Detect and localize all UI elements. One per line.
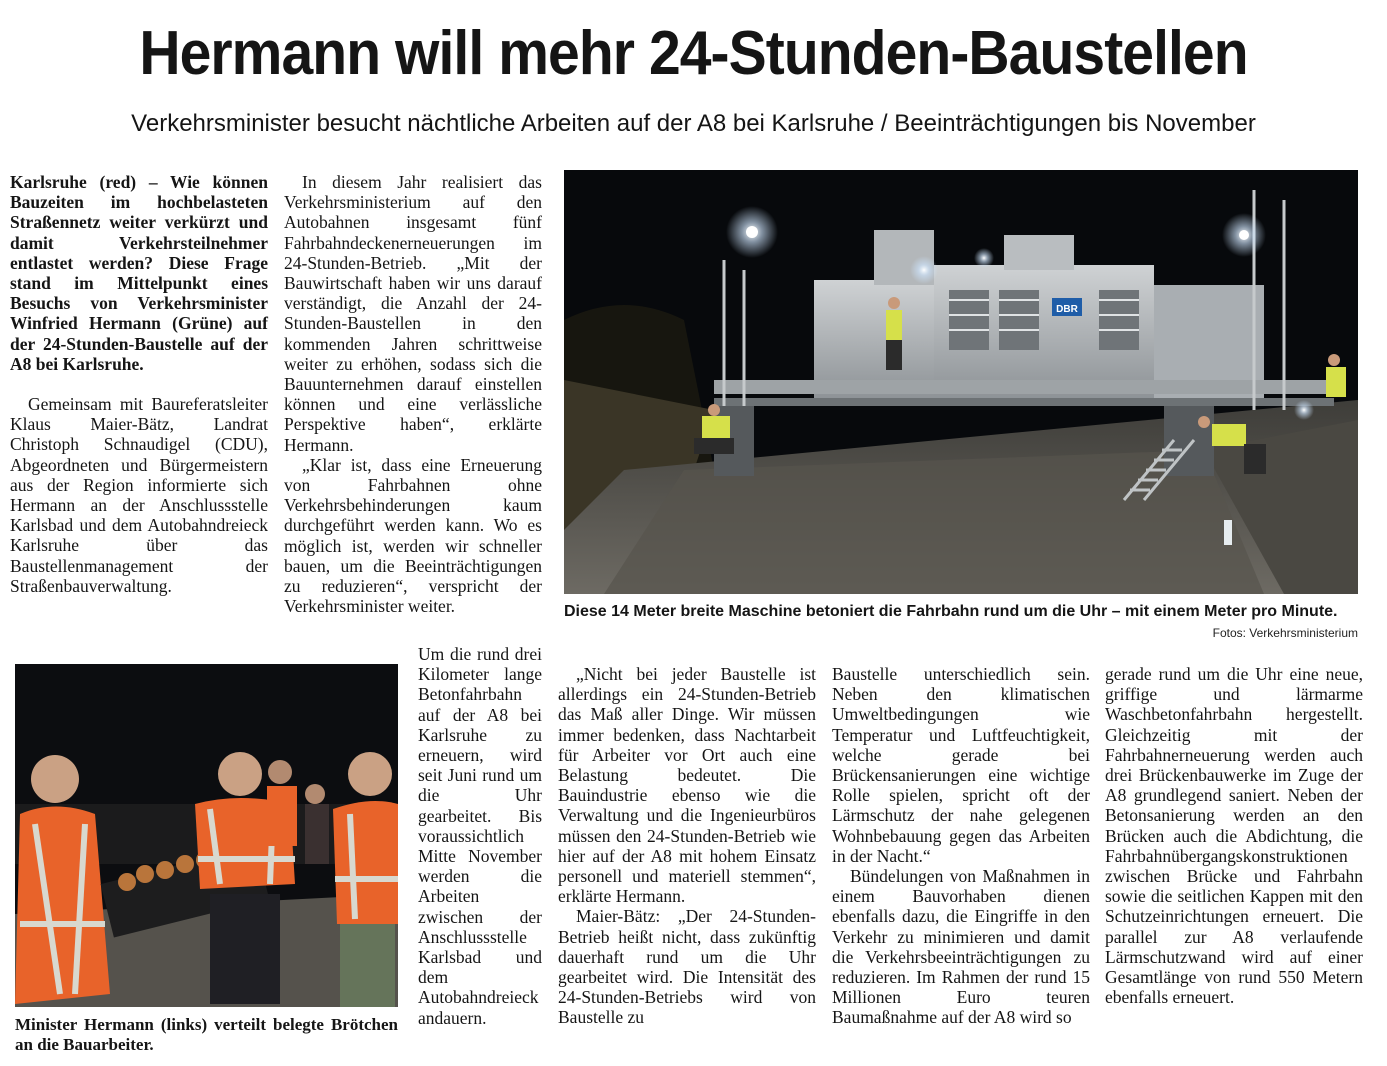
headline: Hermann will mehr 24-Stunden-Baustellen	[139, 19, 1248, 88]
body-paragraph: Bündelungen von Maßnahmen in einem Bauvorhaben dienen ebenfalls dazu, die Eingriffe in den Verkehr zu minimieren und damit die Verkehrsbeeinträchtigungen zu reduzieren. Im Rahmen der rund 15 Millionen Euro teuren Baumaßnahme auf der A8 wird so	[832, 866, 1090, 1028]
article-column-5	[1105, 664, 1363, 1007]
minister-photo	[15, 664, 398, 1007]
article-column-3	[558, 664, 816, 1028]
subheadline: Verkehrsminister besucht nächtliche Arbeiten auf der A8 bei Karlsruhe / Beeinträchtigungen bis November	[131, 110, 1256, 137]
article-column-4	[832, 664, 1090, 1028]
article-column-2	[284, 172, 542, 616]
lead-paragraph: Karlsruhe (red) – Wie können Bauzeiten im hochbelasteten Straßennetz weiter verkürzt und damit Verkehrsteilnehmer entlastet werden? Diese Frage stand im Mittelpunkt eines Besuchs von Verkehrsminister Winfried Hermann (Grüne) auf der 24-Stunden-Baustelle auf der A8 bei Karlsruhe.	[10, 172, 268, 374]
small-photo-caption: Minister Hermann (links) verteilt belegte Brötchen an die Bauarbeiter.	[15, 1015, 398, 1054]
body-paragraph: In diesem Jahr realisiert das Verkehrsministerium auf den Autobahnen insgesamt fünf Fahrbahndeckenerneuerungen im 24-Stunden-Betrieb. „Mit der Bauwirtschaft haben wir uns darauf verständigt, die Anzahl der 24-Stunden-Baustellen in den kommenden Jahren schrittweise weiter zu erhöhen, sodass sich die Bauunternehmen darauf einstellen können und eine verlässliche Perspektive haben“, erklärte Hermann.	[284, 172, 542, 455]
body-paragraph: Baustelle unterschiedlich sein. Neben den klimatischen Umweltbedingungen wie Temperatur und Luftfeuchtigkeit, welche gerade bei Brückensanierungen eine wichtige Rolle spielen, spricht oft der Lärmschutz der nahe gelegenen Wohnbebauung gegen das Arbeiten in der Nacht.“	[832, 664, 1090, 866]
body-paragraph: Gemeinsam mit Baureferatsleiter Klaus Maier-Bätz, Landrat Christoph Schnaudigel (CDU), Abgeordneten und Bürgermeistern aus der Region informierte sich Hermann an der Anschlussstelle Karlsbad und dem Autobahndreieck Karlsruhe über das Baustellenmanagement der Straßenbauverwaltung.	[10, 394, 268, 596]
body-paragraph: „Klar ist, dass eine Erneuerung von Fahrbahnen ohne Verkehrsbehinderungen kaum durchgeführt werden kann. Wo es möglich ist, werden wir schneller bauen, um die Beeinträchtigungen zu reduzieren“, verspricht der Verkehrsminister weiter.	[284, 454, 542, 617]
body-paragraph: „Nicht bei jeder Baustelle ist allerdings ein 24-Stunden-Betrieb das Maß aller Dinge. Wir müssen immer bedenken, dass Nachtarbeit für Arbeiter vor Ort auch eine Belastung bedeutet. Die Bauindustrie ebenso wie die Verwaltung und die Ingenieurbüros müssen den 24-Stunden-Betrieb wie hier auf der A8 mit hohem Einsatz personell und materiell stemmen“, erklärte Hermann.	[558, 664, 816, 907]
main-photo-caption: Diese 14 Meter breite Maschine betoniert die Fahrbahn rund um die Uhr – mit einem Meter pro Minute.	[564, 603, 1338, 620]
construction-machine-photo	[564, 170, 1358, 594]
article-column-narrow	[418, 644, 542, 1028]
body-paragraph: Um die rund drei Kilometer lange Betonfahrbahn auf der A8 bei Karlsruhe zu erneuern, wird seit Juni rund um die Uhr gearbeitet. Bis voraussichtlich Mitte November werden die Arbeiten zwischen der Anschlussstelle Karlsbad und dem Autobahndreieck andauern.	[418, 644, 542, 1028]
photo-credit: Fotos: Verkehrsministerium	[1212, 626, 1358, 640]
body-paragraph: Maier-Bätz: „Der 24-Stunden-Betrieb heißt nicht, dass zukünftig dauerhaft rund um die Uhr gearbeitet wird. Die Intensität des 24-Stunden-Betriebs wird von Baustelle zu	[558, 906, 816, 1028]
article-column-1	[10, 172, 268, 596]
body-paragraph: gerade rund um die Uhr eine neue, griffige und lärmarme Waschbetonfahrbahn hergestellt. Gleichzeitig mit der Fahrbahnerneuerung werden auch drei Brückenbauwerke im Zuge der A8 grundlegend saniert. Neben der Betonsanierung werden an den Brücken auch die Abdichtung, die Fahrbahnübergangskonstruktionen zwischen Brücke und Fahrbahn sowie die seitlichen Kappen mit den Schutzeinrichtungen erneuert. Die parallel zur A8 verlaufende Lärmschutzwand wird auf einer Gesamtlänge von rund 550 Metern ebenfalls erneuert.	[1105, 664, 1363, 1008]
machine-sign: DBR	[1056, 304, 1078, 315]
